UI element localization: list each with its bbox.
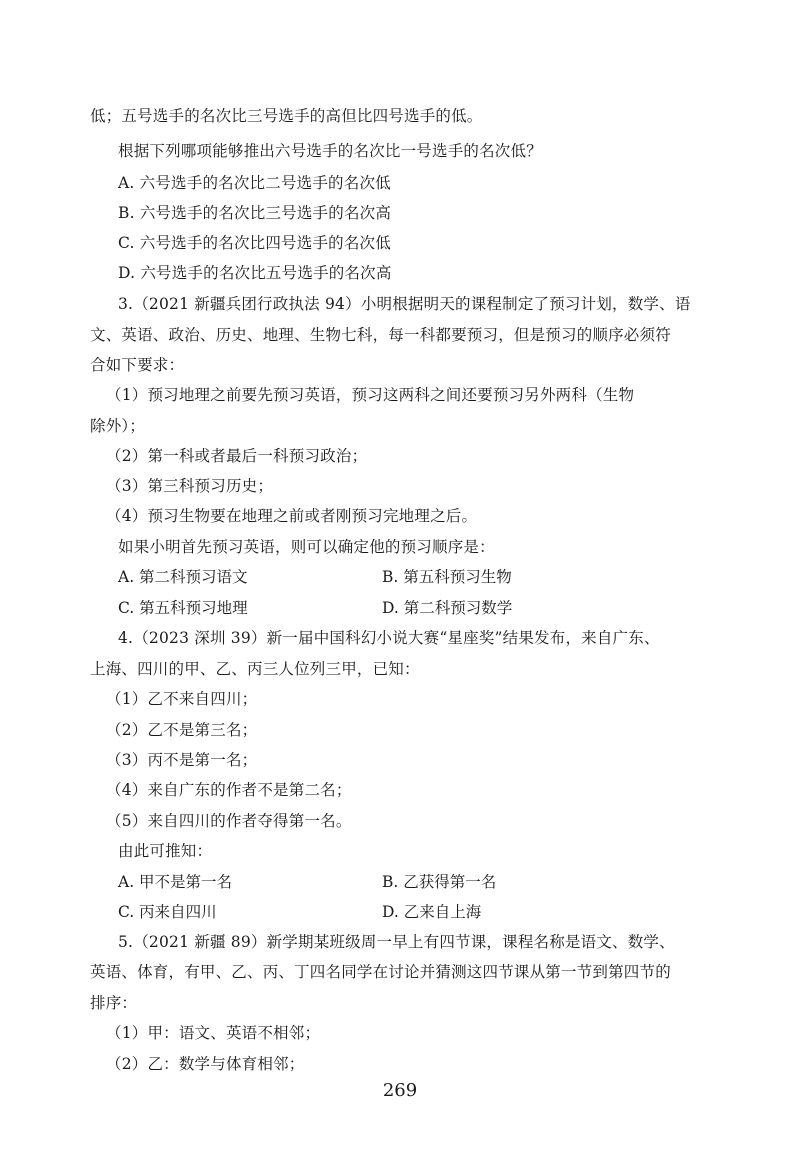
q4-option-b: B. 乙获得第一名: [382, 873, 497, 891]
q4-question: 由此可推知：: [118, 842, 213, 860]
q2-option-a: A. 六号选手的名次比二号选手的名次低: [118, 174, 391, 192]
q5-stem-line2: 英语、体育，有甲、乙、丙、丁四名同学在讨论并猜测这四节课从第一节到第四节的: [90, 963, 671, 981]
q4-option-c: C. 丙来自四川: [118, 903, 217, 921]
q3-stem-line2: 文、英语、政治、历史、地理、生物七科，每一科都要预习，但是预习的顺序必须符: [90, 326, 671, 344]
q2-question: 根据下列哪项能够推出六号选手的名次比一号选手的名次低？: [118, 142, 542, 160]
q2-option-c: C. 六号选手的名次比四号选手的名次低: [118, 234, 391, 252]
q3-condition-2: （2）第一科或者最后一科预习政治；: [106, 447, 368, 465]
q3-question: 如果小明首先预习英语，则可以确定他的预习顺序是：: [118, 538, 495, 556]
q5-condition-2: （2）乙：数学与体育相邻；: [106, 1055, 305, 1073]
q3-option-a: A. 第二科预习语文: [118, 568, 248, 586]
q4-option-a: A. 甲不是第一名: [118, 873, 233, 891]
q4-condition-2: （2）乙不是第三名；: [106, 721, 258, 739]
q4-stem-line1: 4.（2023 深圳 39）新一届中国科幻小说大赛“星座奖”结果发布，来自广东、: [118, 629, 660, 647]
q5-condition-1: （1）甲：语文、英语不相邻；: [106, 1024, 321, 1042]
q2-option-d: D. 六号选手的名次比五号选手的名次高: [118, 264, 392, 282]
q3-option-d: D. 第二科预习数学: [382, 599, 513, 617]
q5-stem-line1: 5.（2021 新疆 89）新学期某班级周一早上有四节课，课程名称是语文、数学、: [118, 933, 675, 951]
q4-option-d: D. 乙来自上海: [382, 903, 482, 921]
page-number: 269: [382, 1080, 418, 1101]
q3-condition-3: （3）第三科预习历史；: [106, 477, 274, 495]
q4-condition-4: （4）来自广东的作者不是第二名；: [106, 781, 352, 799]
q4-condition-3: （3）丙不是第一名；: [106, 751, 258, 769]
q3-condition-1b: 除外）；: [90, 417, 146, 435]
q3-option-b: B. 第五科预习生物: [382, 568, 512, 586]
q2-option-b: B. 六号选手的名次比三号选手的名次高: [118, 204, 392, 222]
q3-condition-1a: （1）预习地理之前要先预习英语，预习这两科之间还要预习另外两科（生物: [106, 386, 635, 404]
q5-stem-line3: 排序：: [90, 994, 138, 1012]
q4-condition-1: （1）乙不来自四川；: [106, 690, 258, 708]
q3-option-c: C. 第五科预习地理: [118, 599, 248, 617]
q3-stem-line1: 3.（2021 新疆兵团行政执法 94）小明根据明天的课程制定了预习计划，数学、语: [118, 295, 691, 313]
q3-stem-line3: 合如下要求：: [90, 356, 185, 374]
q3-condition-4: （4）预习生物要在地理之前或者刚预习完地理之后。: [106, 507, 478, 525]
q4-stem-line2: 上海、四川的甲、乙、丙三人位列三甲，已知：: [90, 660, 420, 678]
q4-condition-5: （5）来自四川的作者夺得第一名。: [106, 812, 352, 830]
q2-continuation: 低；五号选手的名次比三号选手的高但比四号选手的低。: [90, 107, 483, 125]
